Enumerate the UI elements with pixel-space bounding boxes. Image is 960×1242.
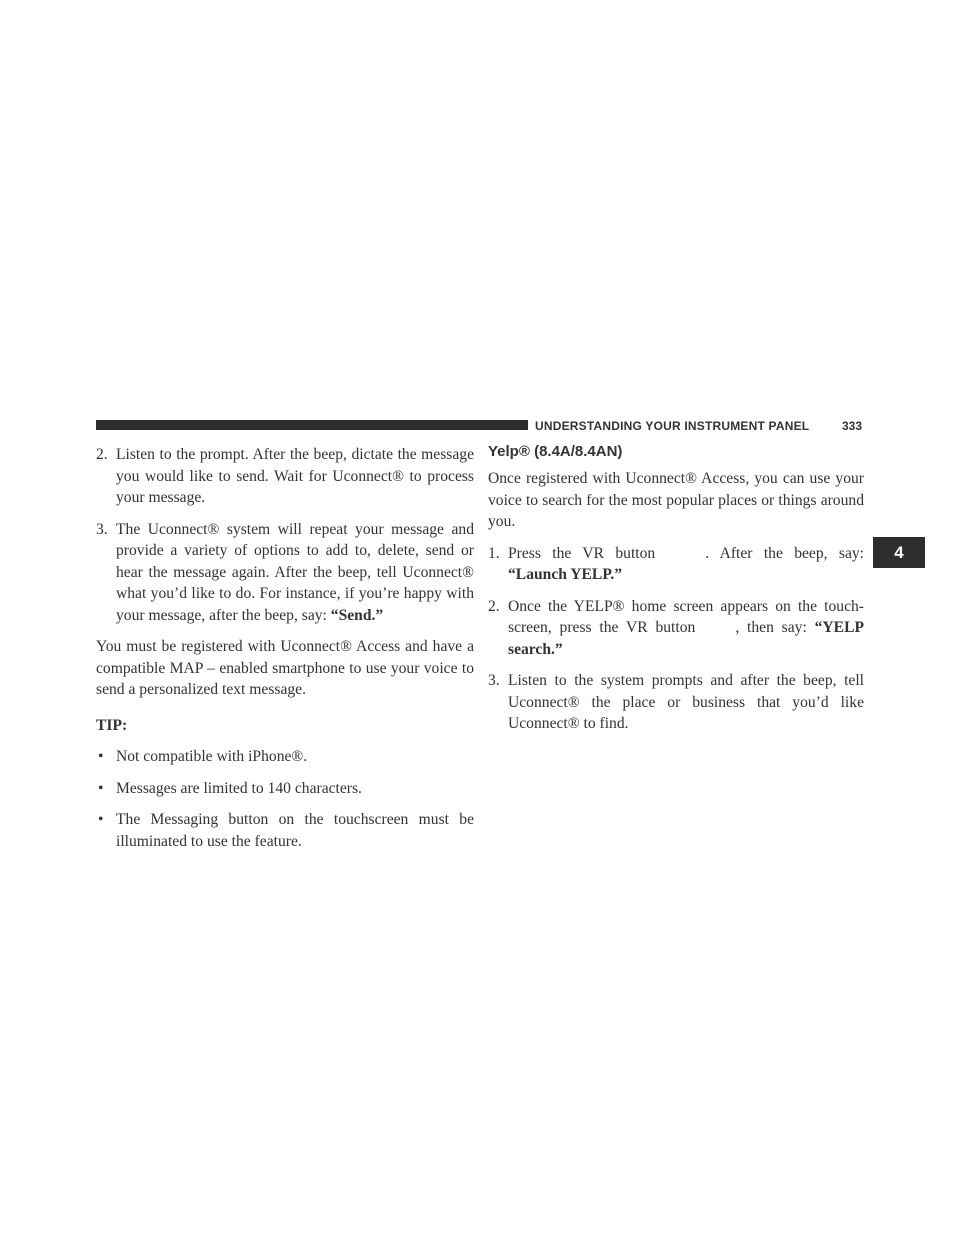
list-text: , then say: <box>735 619 815 636</box>
list-number: 3. <box>488 672 500 689</box>
list-text: The Uconnect® system will repeat your message and provide a variety of options to add to, delete, send or hear the message again. After the beep, tell Uconnect® what you’d like to do. For instance, if you’re happy with your message, after the beep, say: <box>116 520 474 624</box>
list-number: 2. <box>96 446 108 463</box>
list-number: 1. <box>488 544 500 562</box>
tip-label: TIP: <box>96 716 128 734</box>
running-header-title: UNDERSTANDING YOUR INSTRUMENT PANEL <box>535 419 810 433</box>
list-item-1 <box>488 543 864 586</box>
section-heading: Yelp® (8.4A/8.4AN) <box>488 443 623 460</box>
page-number: 333 <box>842 419 863 433</box>
list-text: Listen to the prompt. After the beep, dictate the message you would like to send. Wait for Uconnect® to process your message. <box>116 446 474 506</box>
list-item-2 <box>96 444 474 509</box>
header-rule <box>96 420 528 430</box>
chapter-tab: 4 <box>873 537 925 568</box>
bullet-item <box>96 746 474 768</box>
registration-paragraph: You must be registered with Uconnect® Access and have a compatible MAP – enabled smartphone to use your voice to send a personalized text message. <box>96 638 474 698</box>
bullet-icon: • <box>98 779 104 797</box>
bullet-text: The Messaging button on the touchscreen must be illuminated to use the feature. <box>116 811 474 850</box>
list-text: Once the YELP® home screen appears on the touch-screen, press the VR button <box>508 597 864 636</box>
voice-command: “Send.” <box>330 606 384 624</box>
list-item-3 <box>96 519 474 627</box>
intro-paragraph: Once registered with Uconnect® Access, you can use your voice to search for the most popular places or things around you. <box>488 470 864 530</box>
list-item-2 <box>488 596 864 661</box>
voice-command: “YELP search.” <box>508 619 865 658</box>
left-column <box>96 444 474 862</box>
bullet-text: Messages are limited to 140 characters. <box>116 779 362 797</box>
list-text: Press the VR button <box>508 544 656 562</box>
bullet-item <box>96 809 474 852</box>
list-text: . After the beep, say: <box>705 544 864 562</box>
list-text: Listen to the system prompts and after the beep, tell Uconnect® the place or business that you’d like Uconnect® to find. <box>508 672 864 732</box>
list-number: 2. <box>488 597 500 615</box>
voice-command: “Launch YELP.” <box>508 566 623 583</box>
bullet-item <box>96 778 474 800</box>
bullet-icon: • <box>98 811 104 828</box>
right-column <box>488 468 864 745</box>
bullet-icon: • <box>98 748 104 765</box>
list-item-3 <box>488 670 864 735</box>
bullet-text: Not compatible with iPhone®. <box>116 748 308 765</box>
list-number: 3. <box>96 520 108 538</box>
